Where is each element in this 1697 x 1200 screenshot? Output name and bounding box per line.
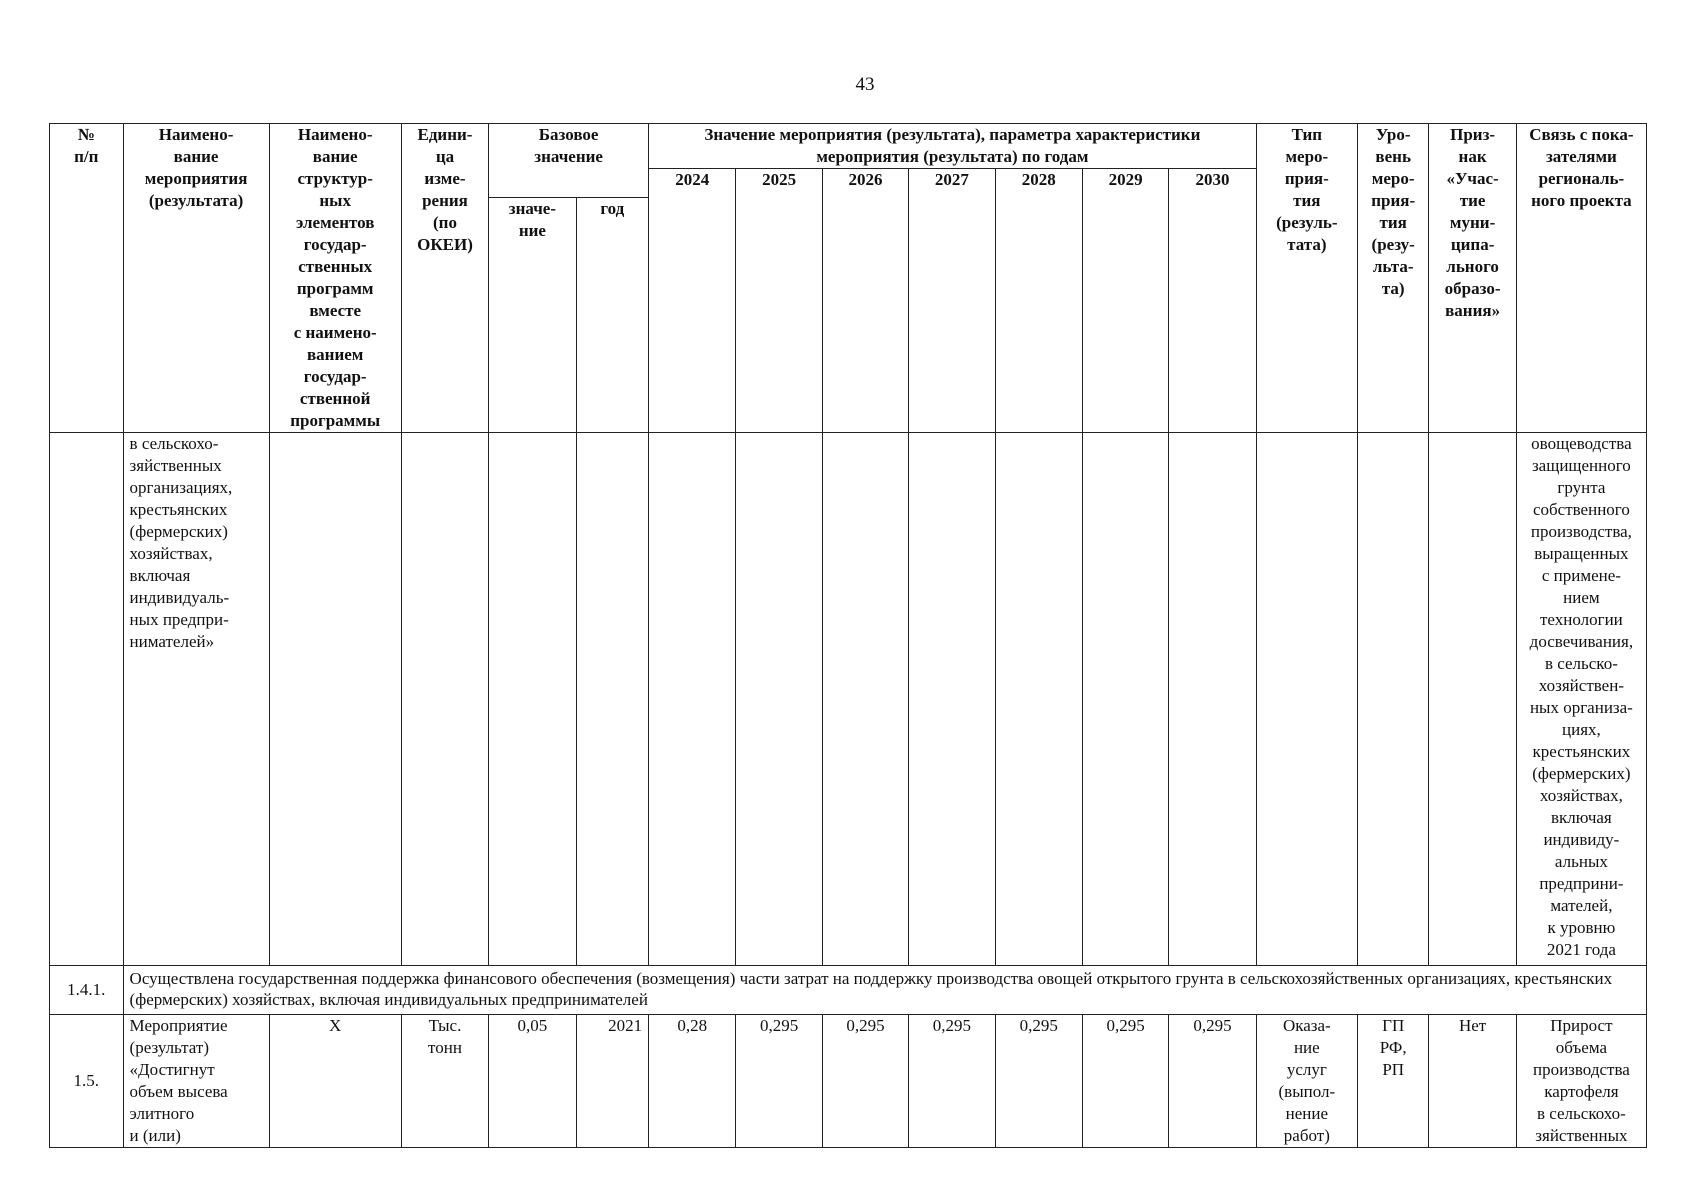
cont-2025	[736, 433, 822, 966]
cont-level	[1357, 433, 1428, 966]
header-values-by-year: Значение мероприятия (результата), параметра характеристики мероприятия (результата) по годам	[649, 124, 1257, 169]
event-value-2030: 0,295	[1169, 1015, 1256, 1148]
cont-2028	[995, 433, 1082, 966]
event-value-2029: 0,295	[1082, 1015, 1168, 1148]
cont-no	[50, 433, 124, 966]
header-base: Базовое значение	[489, 124, 649, 198]
header-base-value: значе- ние	[489, 198, 576, 433]
header-row-1	[50, 124, 1647, 169]
event-type: Оказа- ние услуг (выпол- нение работ)	[1256, 1015, 1357, 1148]
header-year-2028: 2028	[995, 169, 1082, 433]
event-value-2027: 0,295	[909, 1015, 995, 1148]
cont-base-year	[576, 433, 648, 966]
header-year-2030: 2030	[1169, 169, 1256, 433]
cont-link-text: овощеводства защищенного грунта собственного производства, выращенных с примене- нием технологии досвечивания, в сельско- хозяйствен- ных организа- циях, крестьянских (фермерских) хозяйствах, включая индивиду- альных предприни- мателей, к уровню 2021 года	[1516, 433, 1646, 966]
continuation-row	[50, 433, 1647, 966]
measures-table	[49, 123, 1647, 1148]
header-year-2025: 2025	[736, 169, 822, 433]
event-value-2028: 0,295	[995, 1015, 1082, 1148]
cont-base-value	[489, 433, 576, 966]
header-year-2026: 2026	[822, 169, 908, 433]
cont-2026	[822, 433, 908, 966]
header-no: № п/п	[50, 124, 124, 433]
header-level: Уро- вень меро- прия- тия (резу- льта- та)	[1357, 124, 1428, 433]
event-unit: Тыс. тонн	[401, 1015, 488, 1148]
header-type: Тип меро- прия- тия (резуль- тата)	[1256, 124, 1357, 433]
header-year-2029: 2029	[1082, 169, 1168, 433]
cont-type	[1256, 433, 1357, 966]
cont-2029	[1082, 433, 1168, 966]
cont-struct	[269, 433, 401, 966]
event-municipal: Нет	[1429, 1015, 1516, 1148]
section-text: Осуществлена государственная поддержка финансового обеспечения (возмещения) части затрат на поддержку производства овощей открытого грунта в сельскохозяйственных организациях, крестьянских (фермерских) хозяйствах, включая индивидуальных предпринимателей	[123, 966, 1646, 1015]
cont-event-text: в сельскохо- зяйственных организациях, крестьянских (фермерских) хозяйствах, включая индивидуаль- ных предпри- нимателей»	[123, 433, 269, 966]
event-number: 1.5.	[50, 1015, 124, 1148]
event-base-year: 2021	[576, 1015, 648, 1148]
header-year-2027: 2027	[909, 169, 995, 433]
header-year-2024: 2024	[649, 169, 736, 433]
event-value-2025: 0,295	[736, 1015, 822, 1148]
event-link: Прирост объема производства картофеля в сельскохо- зяйственных	[1516, 1015, 1646, 1148]
event-struct: Х	[269, 1015, 401, 1148]
header-link: Связь с пока- зателями региональ- ного проекта	[1516, 124, 1646, 433]
section-number: 1.4.1.	[50, 966, 124, 1015]
event-name: Мероприятие (результат) «Достигнут объем высева элитного и (или)	[123, 1015, 269, 1148]
header-struct-elements: Наимено- вание структур- ных элементов государ- ственных программ вместе с наимено- ванием государ- ственной программы	[269, 124, 401, 433]
page-number: 43	[855, 74, 875, 95]
cont-municipal	[1429, 433, 1516, 966]
cont-unit	[401, 433, 488, 966]
event-value-2026: 0,295	[822, 1015, 908, 1148]
cont-2030	[1169, 433, 1256, 966]
header-unit: Едини- ца изме- рения (по ОКЕИ)	[401, 124, 488, 433]
event-value-2024: 0,28	[649, 1015, 736, 1148]
cont-2024	[649, 433, 736, 966]
cont-2027	[909, 433, 995, 966]
event-base-value: 0,05	[489, 1015, 576, 1148]
header-base-year: год	[576, 198, 648, 433]
event-level: ГП РФ, РП	[1357, 1015, 1428, 1148]
header-municipal: Приз- нак «Учас- тие муни- ципа- льного образо- вания»	[1429, 124, 1516, 433]
section-row	[50, 966, 1647, 1015]
event-row	[50, 1015, 1647, 1148]
header-event-name: Наимено- вание мероприятия (результата)	[123, 124, 269, 433]
